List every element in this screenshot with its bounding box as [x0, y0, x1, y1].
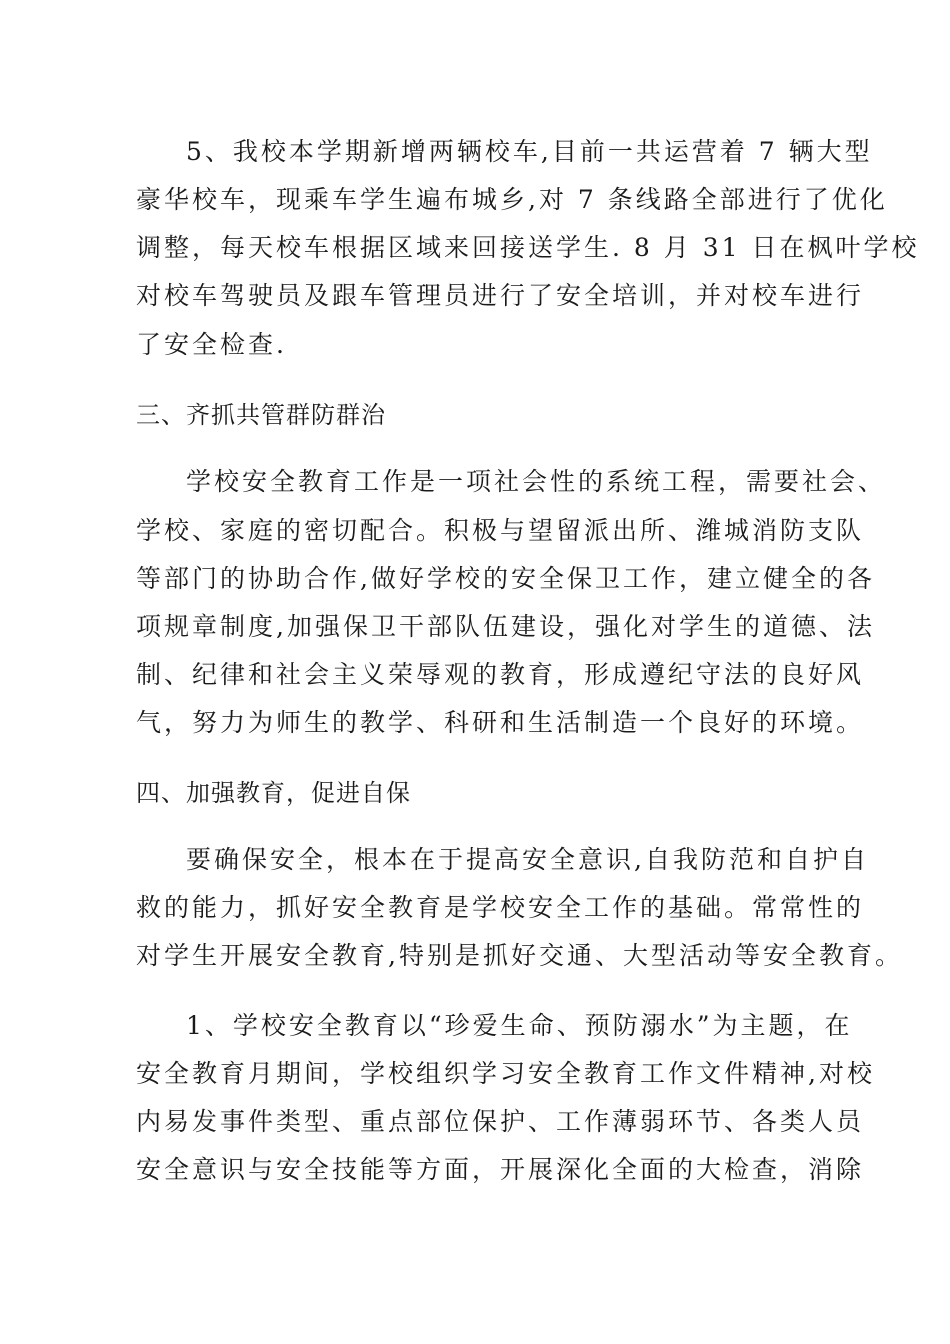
- paragraph-line: 内易发事件类型、重点部位保护、工作薄弱环节、各类人员: [136, 1107, 865, 1136]
- paragraph-line: 5、我校本学期新增两辆校车,目前一共运营着 7 辆大型: [186, 137, 873, 166]
- paragraph-line: 要确保安全，根本在于提高安全意识,自我防范和自护自: [186, 845, 869, 874]
- paragraph-line: 对校车驾驶员及跟车管理员进行了安全培训，并对校车进行: [136, 281, 865, 310]
- paragraph-line: 学校、家庭的密切配合。积极与望留派出所、潍城消防支队: [136, 516, 865, 545]
- section-heading: 四、加强教育，促进自保: [136, 779, 411, 807]
- paragraph-line: 1、学校安全教育以“珍爱生命、预防溺水”为主题，在: [186, 1011, 853, 1040]
- paragraph-line: 豪华校车，现乘车学生遍布城乡,对 7 条线路全部进行了优化: [136, 185, 888, 214]
- paragraph-line: 等部门的协助合作,做好学校的安全保卫工作，建立健全的各: [136, 564, 875, 593]
- paragraph-line: 气，努力为师生的教学、科研和生活制造一个良好的环境。: [136, 708, 865, 737]
- section-heading: 三、齐抓共管群防群治: [136, 401, 386, 429]
- paragraph-line: 安全意识与安全技能等方面，开展深化全面的大检查，消除: [136, 1155, 865, 1184]
- paragraph-line: 调整，每天校车根据区域来回接送学生. 8 月 31 日在枫叶学校: [136, 233, 920, 262]
- paragraph-line: 安全教育月期间，学校组织学习安全教育工作文件精神,对校: [136, 1059, 875, 1088]
- paragraph-line: 项规章制度,加强保卫干部队伍建设，强化对学生的道德、法: [136, 612, 875, 641]
- paragraph-line: 制、纪律和社会主义荣辱观的教育，形成遵纪守法的良好风: [136, 660, 865, 689]
- paragraph-line: 对学生开展安全教育,特别是抓好交通、大型活动等安全教育。: [136, 941, 903, 970]
- paragraph-line: 学校安全教育工作是一项社会性的系统工程，需要社会、: [186, 467, 887, 496]
- paragraph-line: 了安全检查.: [136, 330, 287, 359]
- paragraph-line: 救的能力，抓好安全教育是学校安全工作的基础。常常性的: [136, 893, 865, 922]
